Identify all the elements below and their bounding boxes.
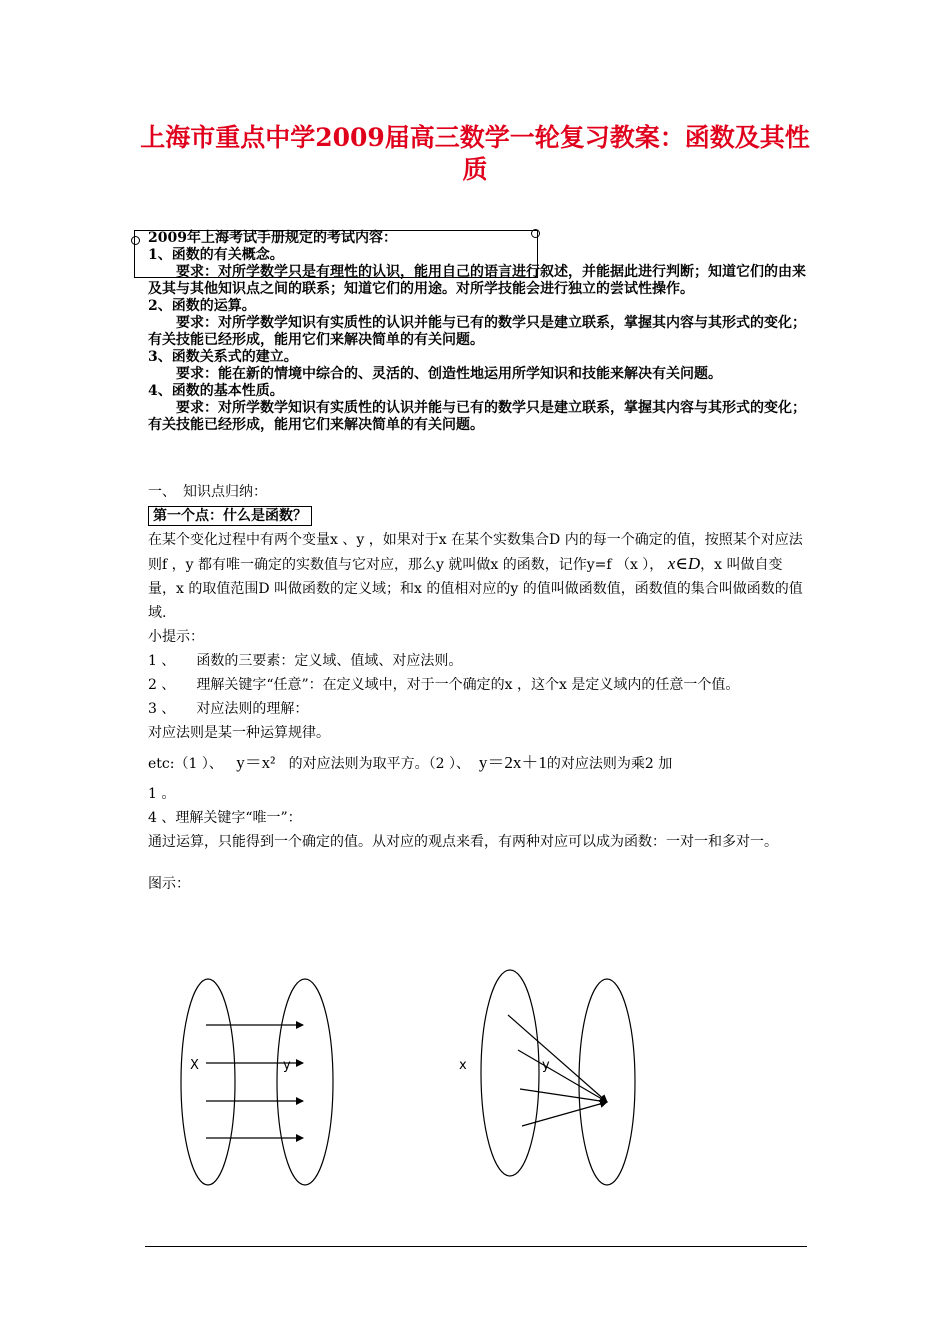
etc-part-b: 的对应法则为取平方。（2 ）、 [288,756,471,772]
tip-4: 4 、理解关键字“唯一”： [148,810,302,826]
exam-req-4: 要求：对所学数学知识有实质性的认识并能与已有的数学只是建立联系，掌握其内容与其形式的变化；有关技能已经形成，能用它们来解决简单的有关问题。 [148,400,806,433]
mapping-arrow [518,1050,607,1102]
mapping-diagram [0,950,950,1210]
tip-4-body: 通过运算，只能得到一个确定的值。从对应的观点来看，有两种对应可以成为函数：一对一和多对一。 [148,834,778,850]
point-1-label: 第一个点：什么是函数？ [148,506,312,526]
range-set-ellipse [277,979,333,1185]
exam-req-3: 要求：能在新的情境中综合的、灵活的、创造性地运用所学知识和技能来解决有关问题。 [176,366,722,382]
domain-expression: x∈D [667,554,701,573]
range-label: y [283,1058,291,1073]
exam-req-1: 要求：对所学数学只是有理性的认识，能用自己的语言进行叙述，并能据此进行判断；知道它们的由来及其与其他知识点之间的联系；知道它们的用途。对所学技能会进行独立的尝试性操作。 [148,264,806,297]
definition-part-a: 在某个变化过程中有两个变量x 、y ，如果对于x 在某个实数集合D 内的每一个确定的值，按照某个对应法则f ，y 都有唯一确定的实数值与它对应，那么y 就叫做x 的函数，记作y=f （x ）， [148,532,803,573]
knowledge-section [148,480,810,896]
document-title: 上海市重点中学2009届高三数学一轮复习教案：函数及其性质 [140,123,810,184]
tips-heading: 小提示： [148,629,204,645]
exam-item-4: 4、函数的基本性质。 [148,383,284,399]
etc-part-d: 1 。 [148,786,176,802]
tip-3-body: 对应法则是某一种运算规律。 [148,725,330,741]
tip-2: 2 、 理解关键字“任意”：在定义域中，对于一个确定的x ，这个x 是定义域内的任意一个值。 [148,677,740,693]
formula-linear: y＝2x＋1 [478,753,547,772]
function-definition [148,528,810,625]
exam-req-2: 要求：对所学数学知识有实质性的认识并能与已有的数学只是建立联系，掌握其内容与其形式的变化；有关技能已经形成，能用它们来解决简单的有关问题。 [148,315,806,348]
domain-set-ellipse [481,970,539,1176]
section-heading: 一、 知识点归纳： [148,484,267,500]
domain-label: X [190,1058,199,1073]
scroll-curl-left-icon [131,236,140,245]
formula-square: y＝x² [236,753,276,772]
exam-item-3: 3、函数关系式的建立。 [148,349,298,365]
exam-item-2: 2、函数的运算。 [148,298,256,314]
exam-heading: 2009年上海考试手册规定的考试内容： [148,230,397,246]
range-label: y [542,1058,550,1073]
mapping-arrow [522,1102,607,1126]
definition-part-b: ，x 叫做自变量，x 的取值范围D 叫做函数的定义域；和x 的值相对应的y 的值叫做函数值，函数值的集合叫做函数的值域. [148,557,803,621]
tip-1: 1 、 函数的三要素：定义域、值域、对应法则。 [148,653,463,669]
figure-label: 图示： [148,876,190,892]
exam-item-1: 1、函数的有关概念。 [148,247,284,263]
exam-requirements [148,230,808,434]
footer-rule [145,1246,807,1247]
etc-line [148,745,810,782]
tip-3: 3 、 对应法则的理解： [148,701,309,717]
etc-part-c: 的对应法则为乘2 加 [546,756,673,772]
range-set-ellipse [579,979,635,1185]
etc-part-a: etc:（1 ）、 [148,756,223,772]
domain-set-ellipse [181,979,235,1185]
domain-label: x [459,1058,467,1073]
